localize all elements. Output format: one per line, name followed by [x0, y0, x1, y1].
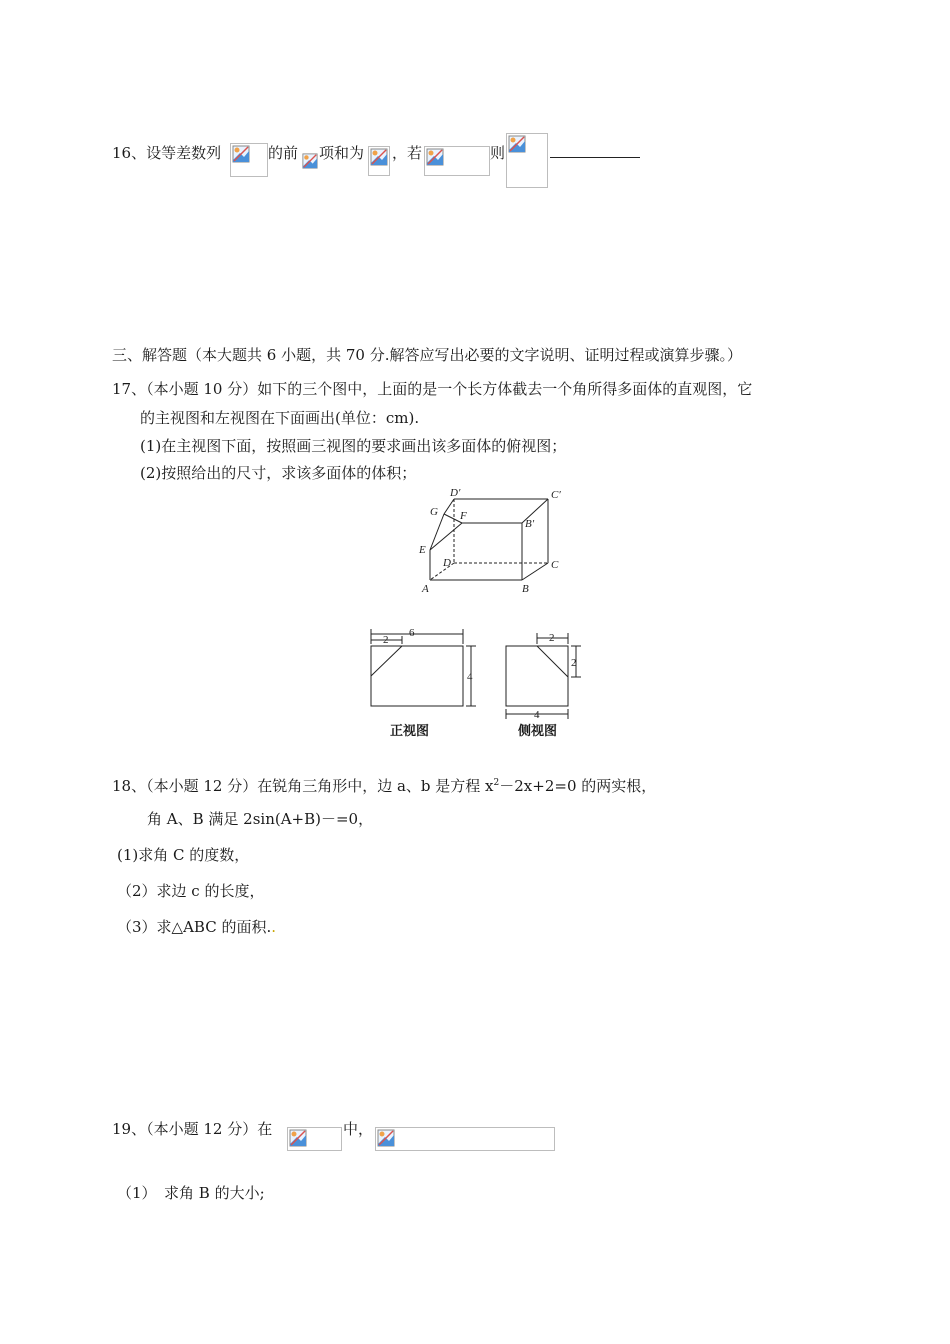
- q16-text-2: 项和为: [319, 144, 365, 162]
- q16-text-4: 则: [490, 144, 506, 162]
- q18-dot: .: [271, 918, 277, 936]
- q17-solid-figure: [410, 485, 580, 597]
- q16-image-4: [424, 146, 490, 176]
- section3-heading: 三、解答题（本大题共 6 小题，共 70 分.解答应写出必要的文字说明、证明过程或演算步骤。）: [112, 346, 742, 364]
- label-F: F: [460, 510, 467, 522]
- q17-line2: 的主视图和左视图在下面画出(单位：cm).: [140, 409, 420, 427]
- label-D: D: [443, 557, 451, 569]
- front-dim-cut: 2: [383, 634, 389, 646]
- broken-image-icon: [289, 1129, 307, 1147]
- label-G: G: [430, 506, 438, 518]
- broken-image-icon: [377, 1129, 395, 1147]
- q16-image-5: [506, 133, 548, 188]
- q16-image-3: [368, 146, 390, 176]
- side-dim-bottom: 4: [534, 709, 540, 720]
- q18-part3: （3）求△ABC 的面积..: [117, 918, 277, 936]
- label-Dp: D′: [450, 487, 461, 499]
- q19-image-1: [287, 1127, 342, 1151]
- label-A: A: [422, 583, 429, 595]
- broken-image-icon: [232, 145, 250, 163]
- q16-text-3: ，若: [392, 144, 423, 162]
- q16-prefix: 16、设等差数列: [112, 144, 222, 162]
- q17-part1: (1)在主视图下面，按照画三视图的要求画出该多面体的俯视图；: [140, 437, 567, 455]
- broken-image-icon: [426, 148, 444, 166]
- side-view-caption: 侧视图: [518, 724, 558, 739]
- q19-line1: 19、（本小题 12 分）在: [112, 1120, 273, 1138]
- front-dim-right: 4: [467, 671, 473, 683]
- broken-image-icon: [508, 135, 526, 153]
- q18-line1: 18、（本小题 12 分）在锐角三角形中，边 a、b 是方程 $x^2-2x+2=0$ 的两实根，: [112, 777, 657, 795]
- label-Bp: B′: [525, 518, 535, 530]
- front-view-caption: 正视图: [390, 724, 430, 739]
- q19-part1: （1） 求角 B 的大小;: [117, 1184, 265, 1202]
- q19-mid: 中，: [343, 1120, 374, 1138]
- label-C: C: [551, 559, 559, 571]
- q17-side-view: [498, 628, 588, 720]
- q17-line1: 17、（本小题 10 分）如下的三个图中，上面的是一个长方体截去一个角所得多面体的直观图，它: [112, 380, 753, 398]
- label-B: B: [522, 583, 529, 595]
- side-dim-right: 2: [571, 657, 577, 669]
- q18-part1: (1)求角 C 的度数，: [117, 846, 250, 864]
- label-E: E: [419, 544, 426, 556]
- broken-image-icon: [302, 153, 318, 169]
- q16-answer-blank: [550, 157, 640, 158]
- label-Cp: C′: [551, 489, 561, 501]
- side-dim-top: 2: [549, 632, 555, 644]
- q16-image-2: [302, 153, 319, 170]
- q17-part2: (2)按照给出的尺寸，求该多面体的体积；: [140, 464, 417, 482]
- q18-line2: 角 A、B 满足 2sin(A+B)－=0，: [147, 810, 374, 828]
- broken-image-icon: [370, 148, 388, 166]
- q18-part2: （2）求边 c 的长度，: [117, 882, 265, 900]
- q18-exponent: 2: [493, 778, 500, 788]
- front-dim-top: 6: [409, 627, 415, 639]
- q17-front-view: [365, 624, 487, 720]
- q19-image-2: [375, 1127, 555, 1151]
- q16-text-1: 的前: [268, 144, 299, 162]
- q16-image-1: [230, 143, 268, 177]
- q16-line: [112, 143, 221, 163]
